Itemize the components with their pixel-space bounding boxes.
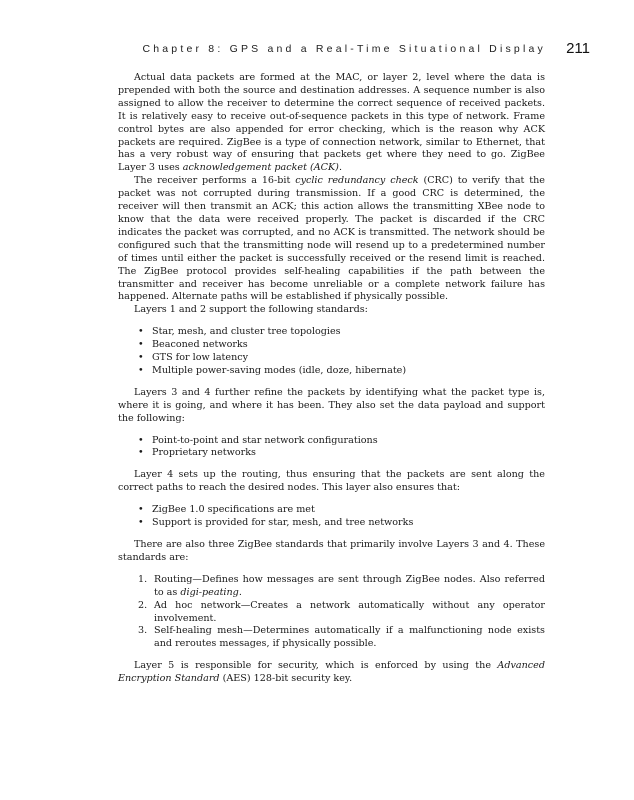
page-header [0,40,634,62]
list-item: • ZigBee 1.0 specifications are met [138,504,545,517]
paragraph-layer-5-security: Layer 5 is responsible for security, which is enforced by using the Advanced Encryption Standard (AES) 128-bit security key. [118,660,545,685]
paragraph-layers-3-4: Layers 3 and 4 further refine the packets by identifying what the packet type is, where it is going, and where it has been. They also set the data payload and support the following: [118,386,545,424]
list-item: • Multiple power-saving modes (idle, doze, hibernate) [138,365,545,378]
list-item: • Point-to-point and star network configurations [138,435,545,448]
paragraph-mac-packets: Actual data packets are formed at the MAC, or layer 2, level where the data is prepended with both the source and destination addresses. A sequence number is also assigned to allow the receiver to determine the correct sequence of received packets. It is relatively easy to receive out-of-sequence packets in this type of network. Frame control bytes are also appended for error checking, which is the reason why ACK packets are required. ZigBee is a type of connection network, similar to Ethernet, that has a very robust way of ensuring that packets get where they need to go. ZigBee Layer 3 uses acknowledgement packet (ACK). [118,72,545,174]
bullet-list-layers-1-2 [118,326,545,378]
list-item: • Proprietary networks [138,447,545,460]
page-body [118,72,545,686]
list-item: • Star, mesh, and cluster tree topologies [138,326,545,339]
list-item: • Beaconed networks [138,339,545,352]
paragraph-layers-1-2: Layers 1 and 2 support the following standards: [134,304,368,316]
list-item: • Support is provided for star, mesh, and tree networks [138,517,545,530]
paragraph-zigbee-standards: There are also three ZigBee standards that primarily involve Layers 3 and 4. These standards are: [118,539,545,563]
page-number: 211 [566,40,590,57]
bullet-list-layers-3-4 [118,435,545,461]
paragraph-layer-4: Layer 4 sets up the routing, thus ensuring that the packets are sent along the correct paths to reach the desired nodes. This layer also ensures that: [118,469,545,494]
list-item: 1. Routing—Defines how messages are sent through ZigBee nodes. Also referred to as digi-peating. [138,573,545,598]
list-item: • GTS for low latency [138,352,545,365]
list-item: 2. Ad hoc network—Creates a network automatically without any operator involvement. [138,599,545,624]
running-title: Chapter 8: GPS and a Real-Time Situational Display [142,43,546,55]
bullet-list-layer-4 [118,504,545,530]
numbered-list-standards [118,574,545,651]
paragraph-crc: The receiver performs a 16-bit cyclic redundancy check (CRC) to verify that the packet was not corrupted during transmission. If a good CRC is determined, the receiver will then transmit an ACK; this action allows the transmitting XBee node to know that the data were received properly. The packet is discarded if the CRC indicates the packet was corrupted, and no ACK is transmitted. The network should be configured such that the transmitting node will resend up to a predetermined number of times until either the packet is successfully received or the resend limit is reached. The ZigBee protocol provides self-healing capabilities if the path between the transmitter and receiver has become unreliable or a complete network failure has happened. Alternate paths will be established if physically possible. [118,175,545,303]
list-item: 3. Self-healing mesh—Determines automatically if a malfunctioning node exists and reroutes messages, if physically possible. [138,625,545,650]
